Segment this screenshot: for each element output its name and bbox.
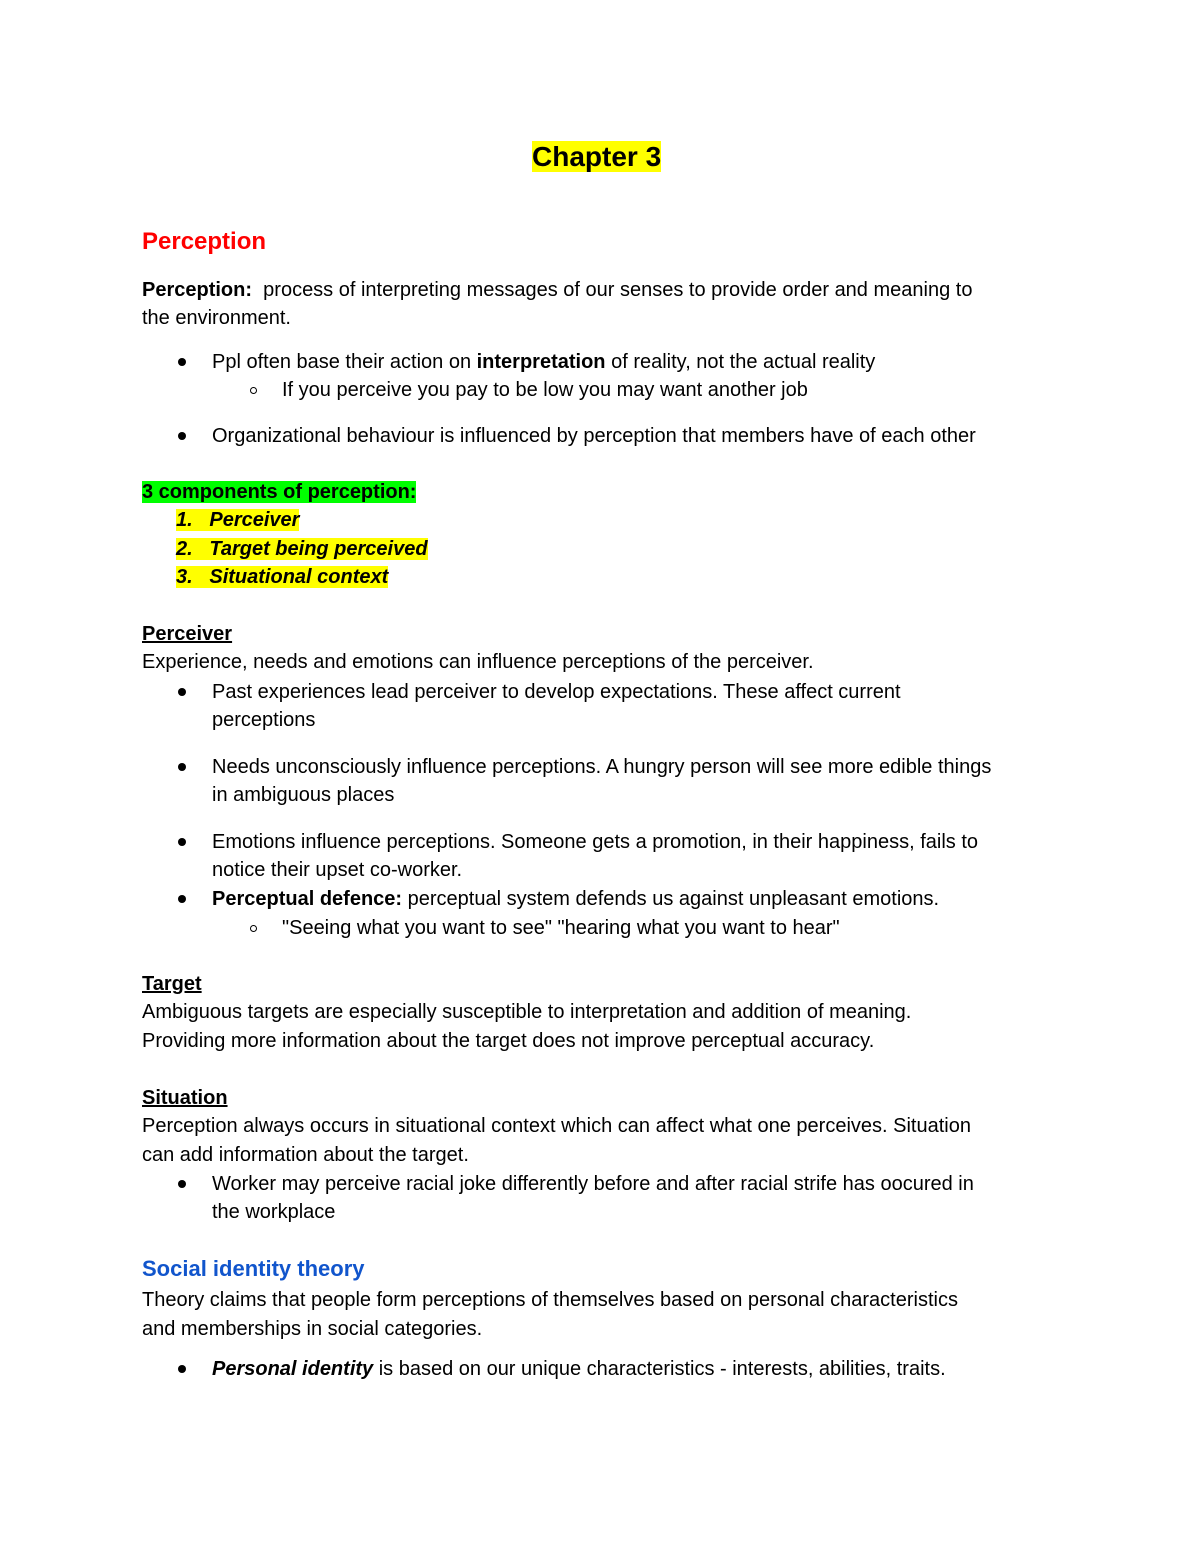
- definition-term: Perception:: [142, 279, 253, 301]
- list-item-continuation: in ambiguous places: [212, 784, 395, 806]
- sub-list-item: "Seeing what you want to see" "hearing what you want to hear": [282, 917, 840, 939]
- list-item: Worker may perceive racial joke differently before and after racial strife has oocured in: [212, 1173, 974, 1195]
- numbered-item: 2. Target being perceived: [176, 538, 428, 560]
- bullet-icon: [178, 1180, 186, 1188]
- situation-text-line-2: can add information about the target.: [142, 1144, 469, 1166]
- social-text-line-1: Theory claims that people form perceptions of themselves based on personal characteristics: [142, 1289, 958, 1311]
- list-item: Past experiences lead perceiver to develop expectations. These affect current: [212, 681, 901, 703]
- bullet-icon: [178, 895, 186, 903]
- perception-definition-line-2: the environment.: [142, 307, 291, 329]
- perceiver-intro: Experience, needs and emotions can influence perceptions of the perceiver.: [142, 651, 814, 673]
- subsection-heading-situation: Situation: [142, 1087, 228, 1109]
- numbered-item: 3. Situational context: [176, 566, 389, 588]
- social-text-line-2: and memberships in social categories.: [142, 1318, 483, 1340]
- bullet-icon: [178, 688, 186, 696]
- sub-bullet-icon: [250, 925, 257, 932]
- bullet-icon: [178, 1365, 186, 1373]
- subsection-heading-target: Target: [142, 973, 202, 995]
- target-text-line-1: Ambiguous targets are especially susceptible to interpretation and addition of meaning.: [142, 1001, 912, 1023]
- numbered-item: 1. Perceiver: [176, 509, 300, 531]
- bullet-icon: [178, 358, 186, 366]
- bullet-icon: [178, 432, 186, 440]
- sub-bullet-icon: [250, 387, 257, 394]
- list-item: Perceptual defence: perceptual system defends us against unpleasant emotions.: [212, 888, 940, 910]
- section-heading-social-identity: Social identity theory: [142, 1256, 365, 1281]
- bullet-icon: [178, 838, 186, 846]
- sub-list-item: If you perceive you pay to be low you may want another job: [282, 379, 808, 401]
- bullet-icon: [178, 763, 186, 771]
- list-item-continuation: perceptions: [212, 709, 316, 731]
- subsection-heading-perceiver: Perceiver: [142, 623, 233, 645]
- list-item: Personal identity is based on our unique characteristics - interests, abilities, traits.: [212, 1358, 946, 1380]
- list-item: Needs unconsciously influence perceptions. A hungry person will see more edible things: [212, 756, 992, 778]
- list-item-continuation: notice their upset co-worker.: [212, 859, 463, 881]
- list-item: Organizational behaviour is influenced by perception that members have of each other: [212, 425, 976, 447]
- section-heading-perception: Perception: [142, 228, 267, 255]
- components-heading: 3 components of perception:: [142, 481, 417, 503]
- page-title: Chapter 3: [532, 141, 662, 172]
- perception-definition-line-1: Perception: process of interpreting messages of our senses to provide order and meaning to: [142, 279, 973, 301]
- situation-text-line-1: Perception always occurs in situational context which can affect what one perceives. Situation: [142, 1115, 971, 1137]
- target-text-line-2: Providing more information about the target does not improve perceptual accuracy.: [142, 1030, 875, 1052]
- list-item-continuation: the workplace: [212, 1201, 336, 1223]
- list-item: Emotions influence perceptions. Someone gets a promotion, in their happiness, fails to: [212, 831, 978, 853]
- list-item: Ppl often base their action on interpretation of reality, not the actual reality: [212, 351, 876, 373]
